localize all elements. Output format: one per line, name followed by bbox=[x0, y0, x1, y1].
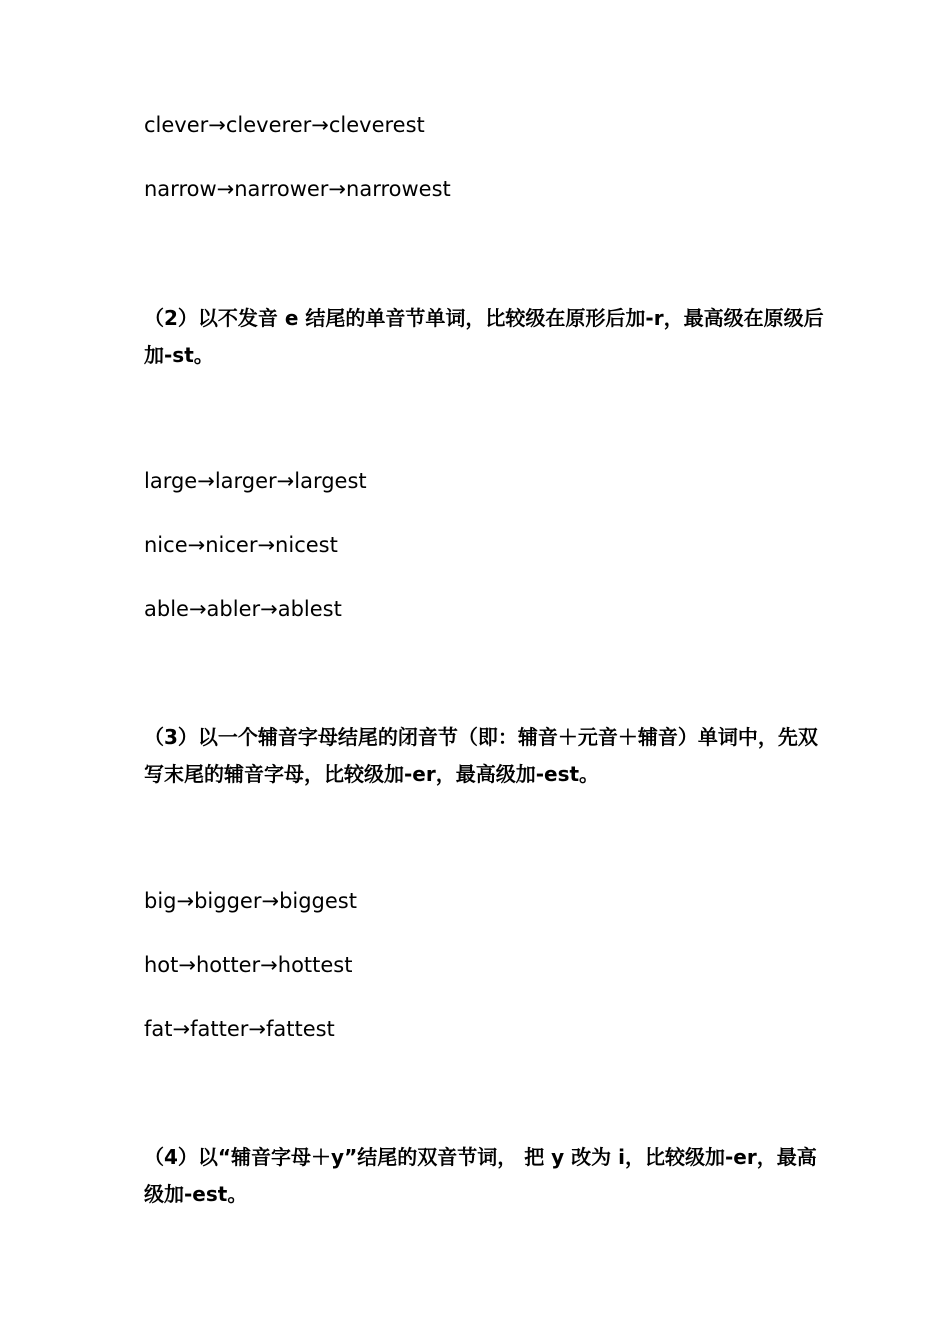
example-line: nice→nicer→nicest bbox=[144, 533, 338, 557]
example-line: large→larger→largest bbox=[144, 469, 367, 493]
rule-heading-3: （3）以一个辅音字母结尾的闭音节（即：辅音＋元音＋辅音）单词中，先双写末尾的辅音字母，比较级加-er，最高级加-est。 bbox=[144, 725, 818, 786]
example-line: fat→fatter→fattest bbox=[144, 1017, 335, 1041]
example-line: clever→cleverer→cleverest bbox=[144, 113, 425, 137]
example-line: able→abler→ablest bbox=[144, 597, 342, 621]
example-line: big→bigger→biggest bbox=[144, 889, 357, 913]
rule-heading-2: （2）以不发音 e 结尾的单音节单词，比较级在原形后加-r，最高级在原级后加-st。 bbox=[144, 306, 824, 367]
example-line: narrow→narrower→narrowest bbox=[144, 177, 451, 201]
example-line: hot→hotter→hottest bbox=[144, 953, 353, 977]
rule-heading-4: （4）以“辅音字母＋y”结尾的双音节词， 把 y 改为 i，比较级加-er，最高级加-est。 bbox=[144, 1145, 817, 1206]
